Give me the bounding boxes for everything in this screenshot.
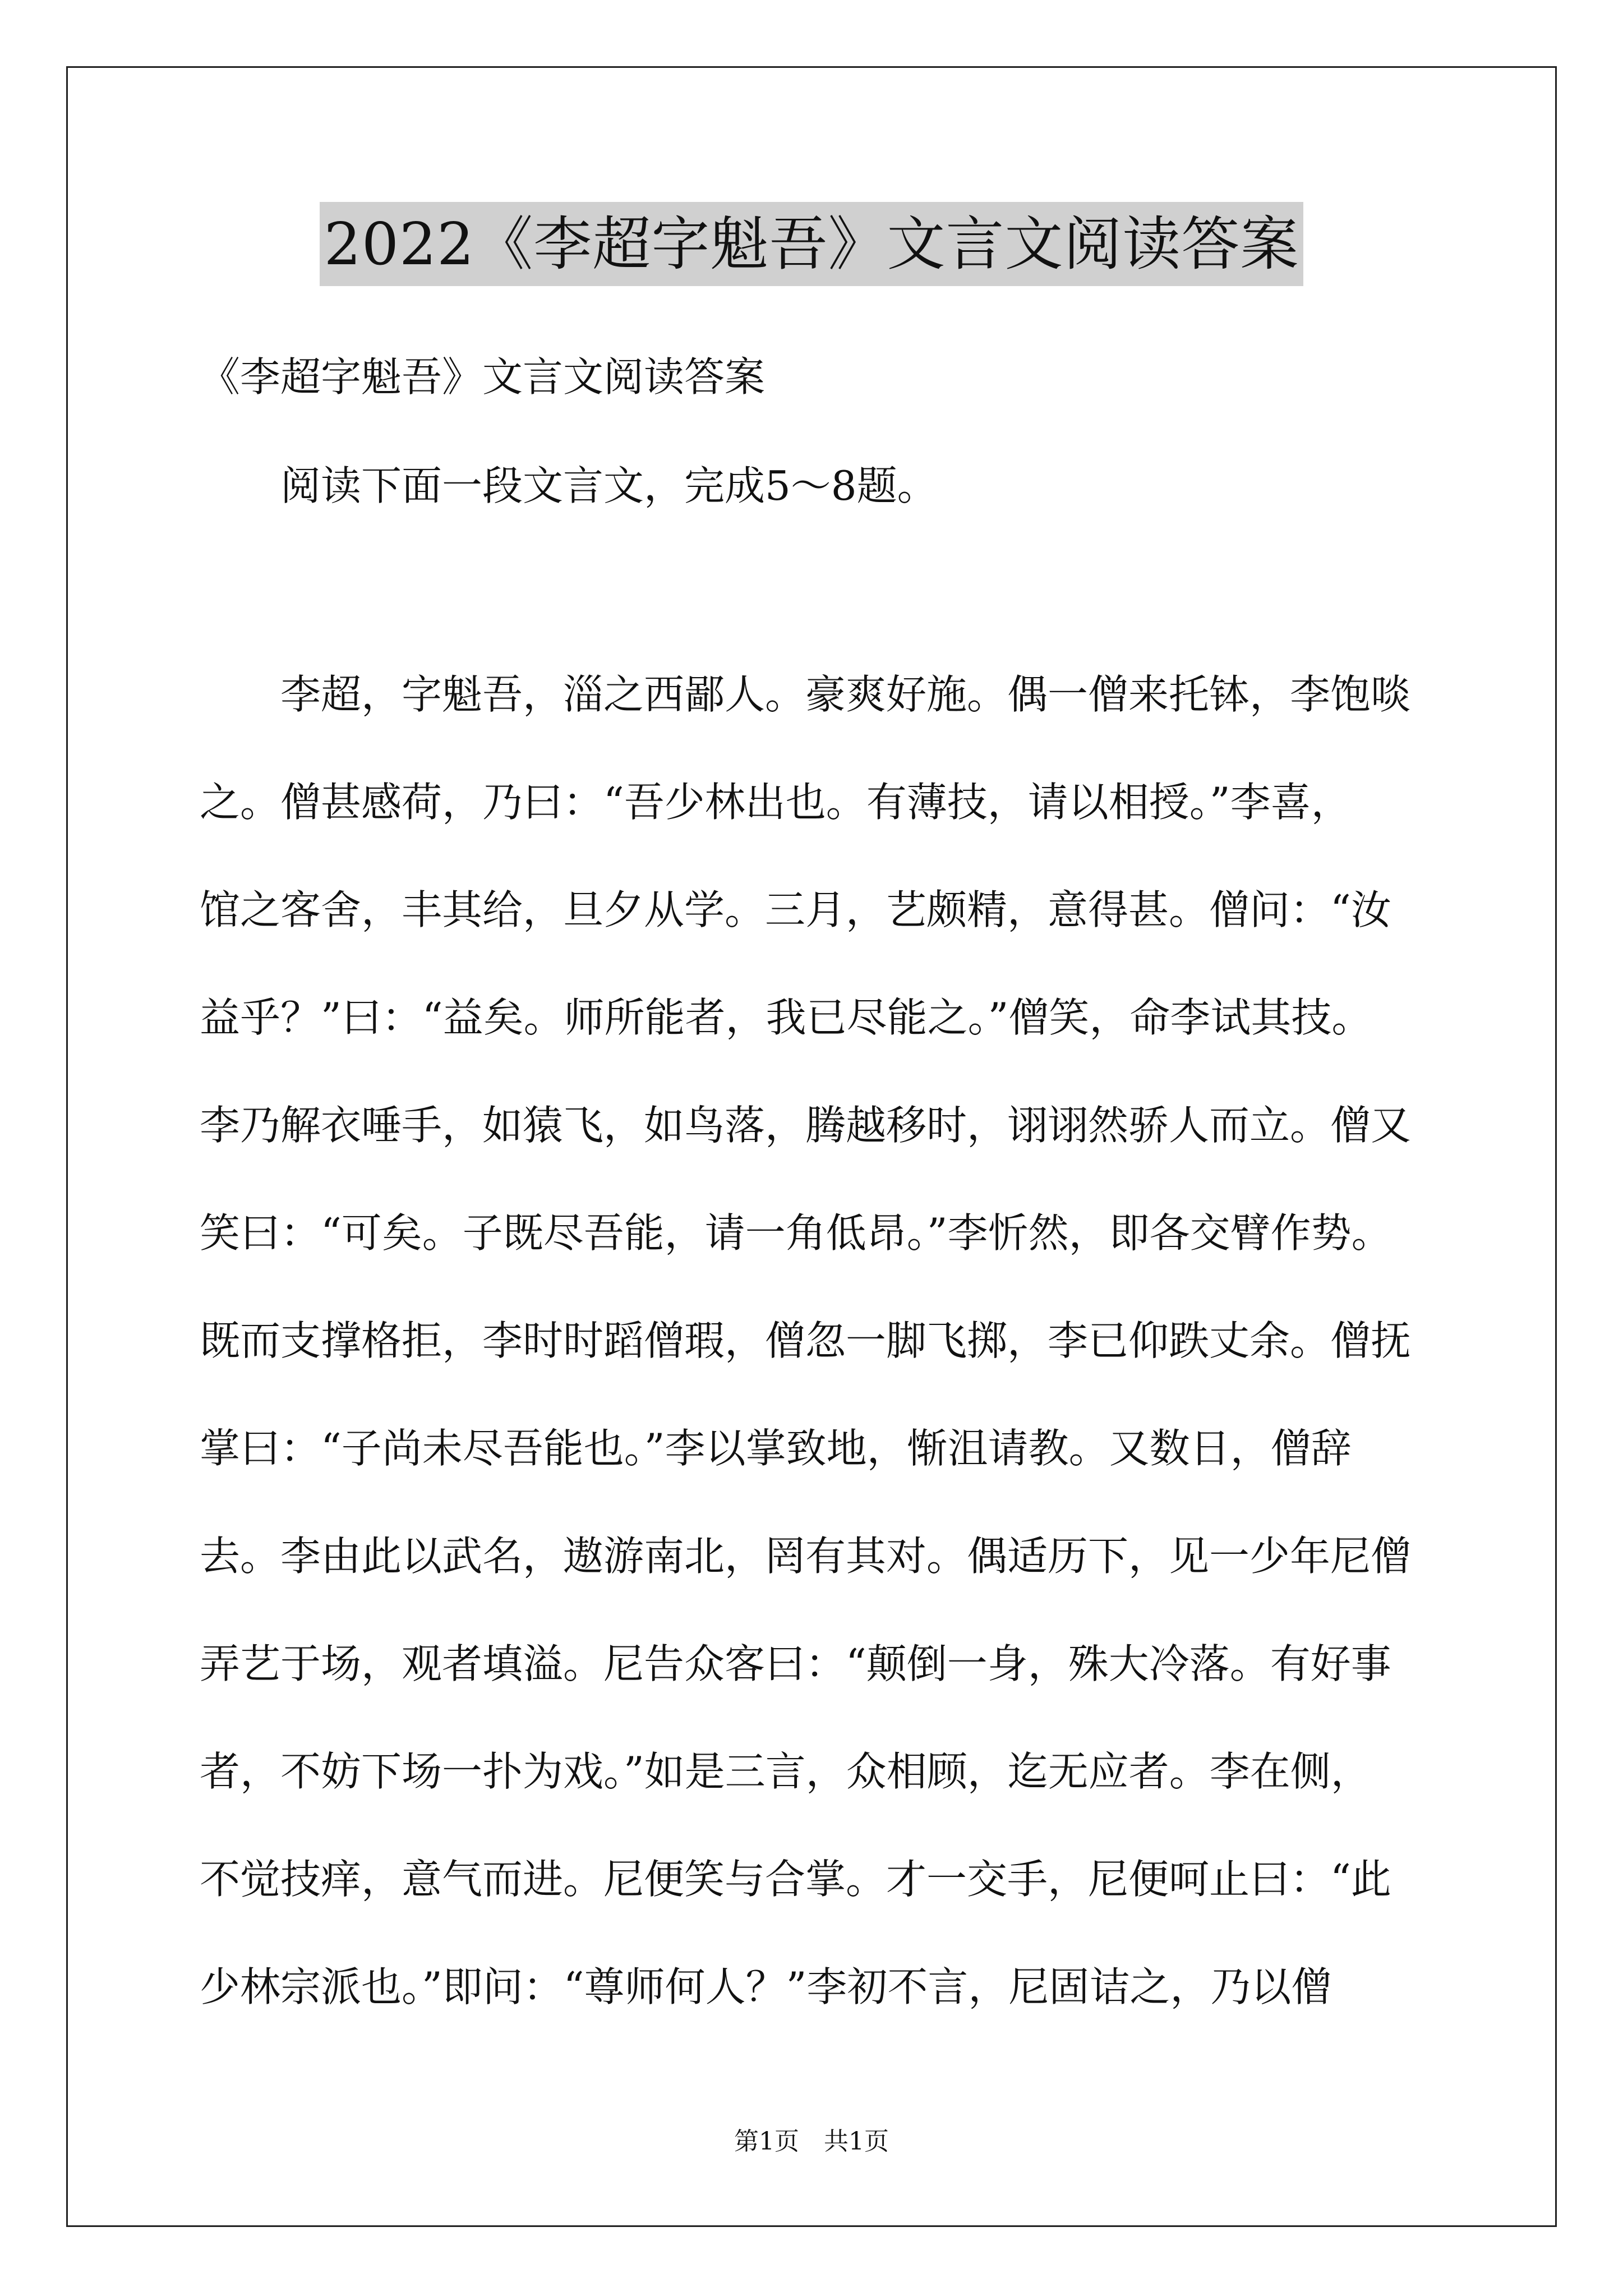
text-line: 之。僧甚感荷，乃曰：“吾少林出也。有薄技，请以相授。”李喜，	[200, 779, 1352, 826]
text-line: 者，不妨下场一扑为戏。”如是三言，众相顾，迄无应者。李在侧，	[200, 1748, 1371, 1795]
page-number-footer: 第1页 共1页	[734, 2127, 889, 2156]
text-line: 不觉技痒，意气而进。尼便笑与合掌。才一交手，尼便呵止曰：“此	[200, 1856, 1391, 1903]
text-line: 笑曰：“可矣。子既尽吾能，请一角低昂。”李忻然，即各交臂作势。	[200, 1209, 1392, 1257]
text-line: 馆之客舍，丰其给，旦夕从学。三月，艺颇精，意得甚。僧问：“汝	[200, 886, 1391, 933]
text-line: 既而支撑格拒，李时时蹈僧瑕，僧忽一脚飞掷，李已仰跌丈余。僧抚	[200, 1317, 1412, 1364]
reading-instruction: 阅读下面一段文言文，完成5～8题。	[280, 462, 938, 509]
document-title: 2022《李超字魁吾》文言文阅读答案	[320, 202, 1304, 286]
text-line: 少林宗派也。”即问：“尊师何人？”李初不言，尼固诘之，乃以僧	[200, 1963, 1332, 2010]
title-container	[0, 202, 1623, 286]
document-subtitle: 《李超字魁吾》文言文阅读答案	[200, 353, 766, 401]
text-line: 掌曰：“子尚未尽吾能也。”李以掌致地，惭沮请教。又数日，僧辞	[200, 1425, 1352, 1472]
text-line: 益乎？”曰：“益矣。师所能者，我已尽能之。”僧笑，命李试其技。	[200, 994, 1372, 1041]
text-line: 李超，字魁吾，淄之西鄙人。豪爽好施。偶一僧来托钵，李饱啖	[280, 671, 1412, 718]
text-line: 李乃解衣唾手，如猿飞，如鸟落，腾越移时，诩诩然骄人而立。僧又	[200, 1102, 1412, 1149]
text-line: 去。李由此以武名，遨游南北，罔有其对。偶适历下，见一少年尼僧	[200, 1533, 1412, 1580]
classical-text-body	[200, 666, 1433, 2067]
text-line: 弄艺于场，观者填溢。尼告众客曰：“颠倒一身，殊大冷落。有好事	[200, 1640, 1391, 1687]
